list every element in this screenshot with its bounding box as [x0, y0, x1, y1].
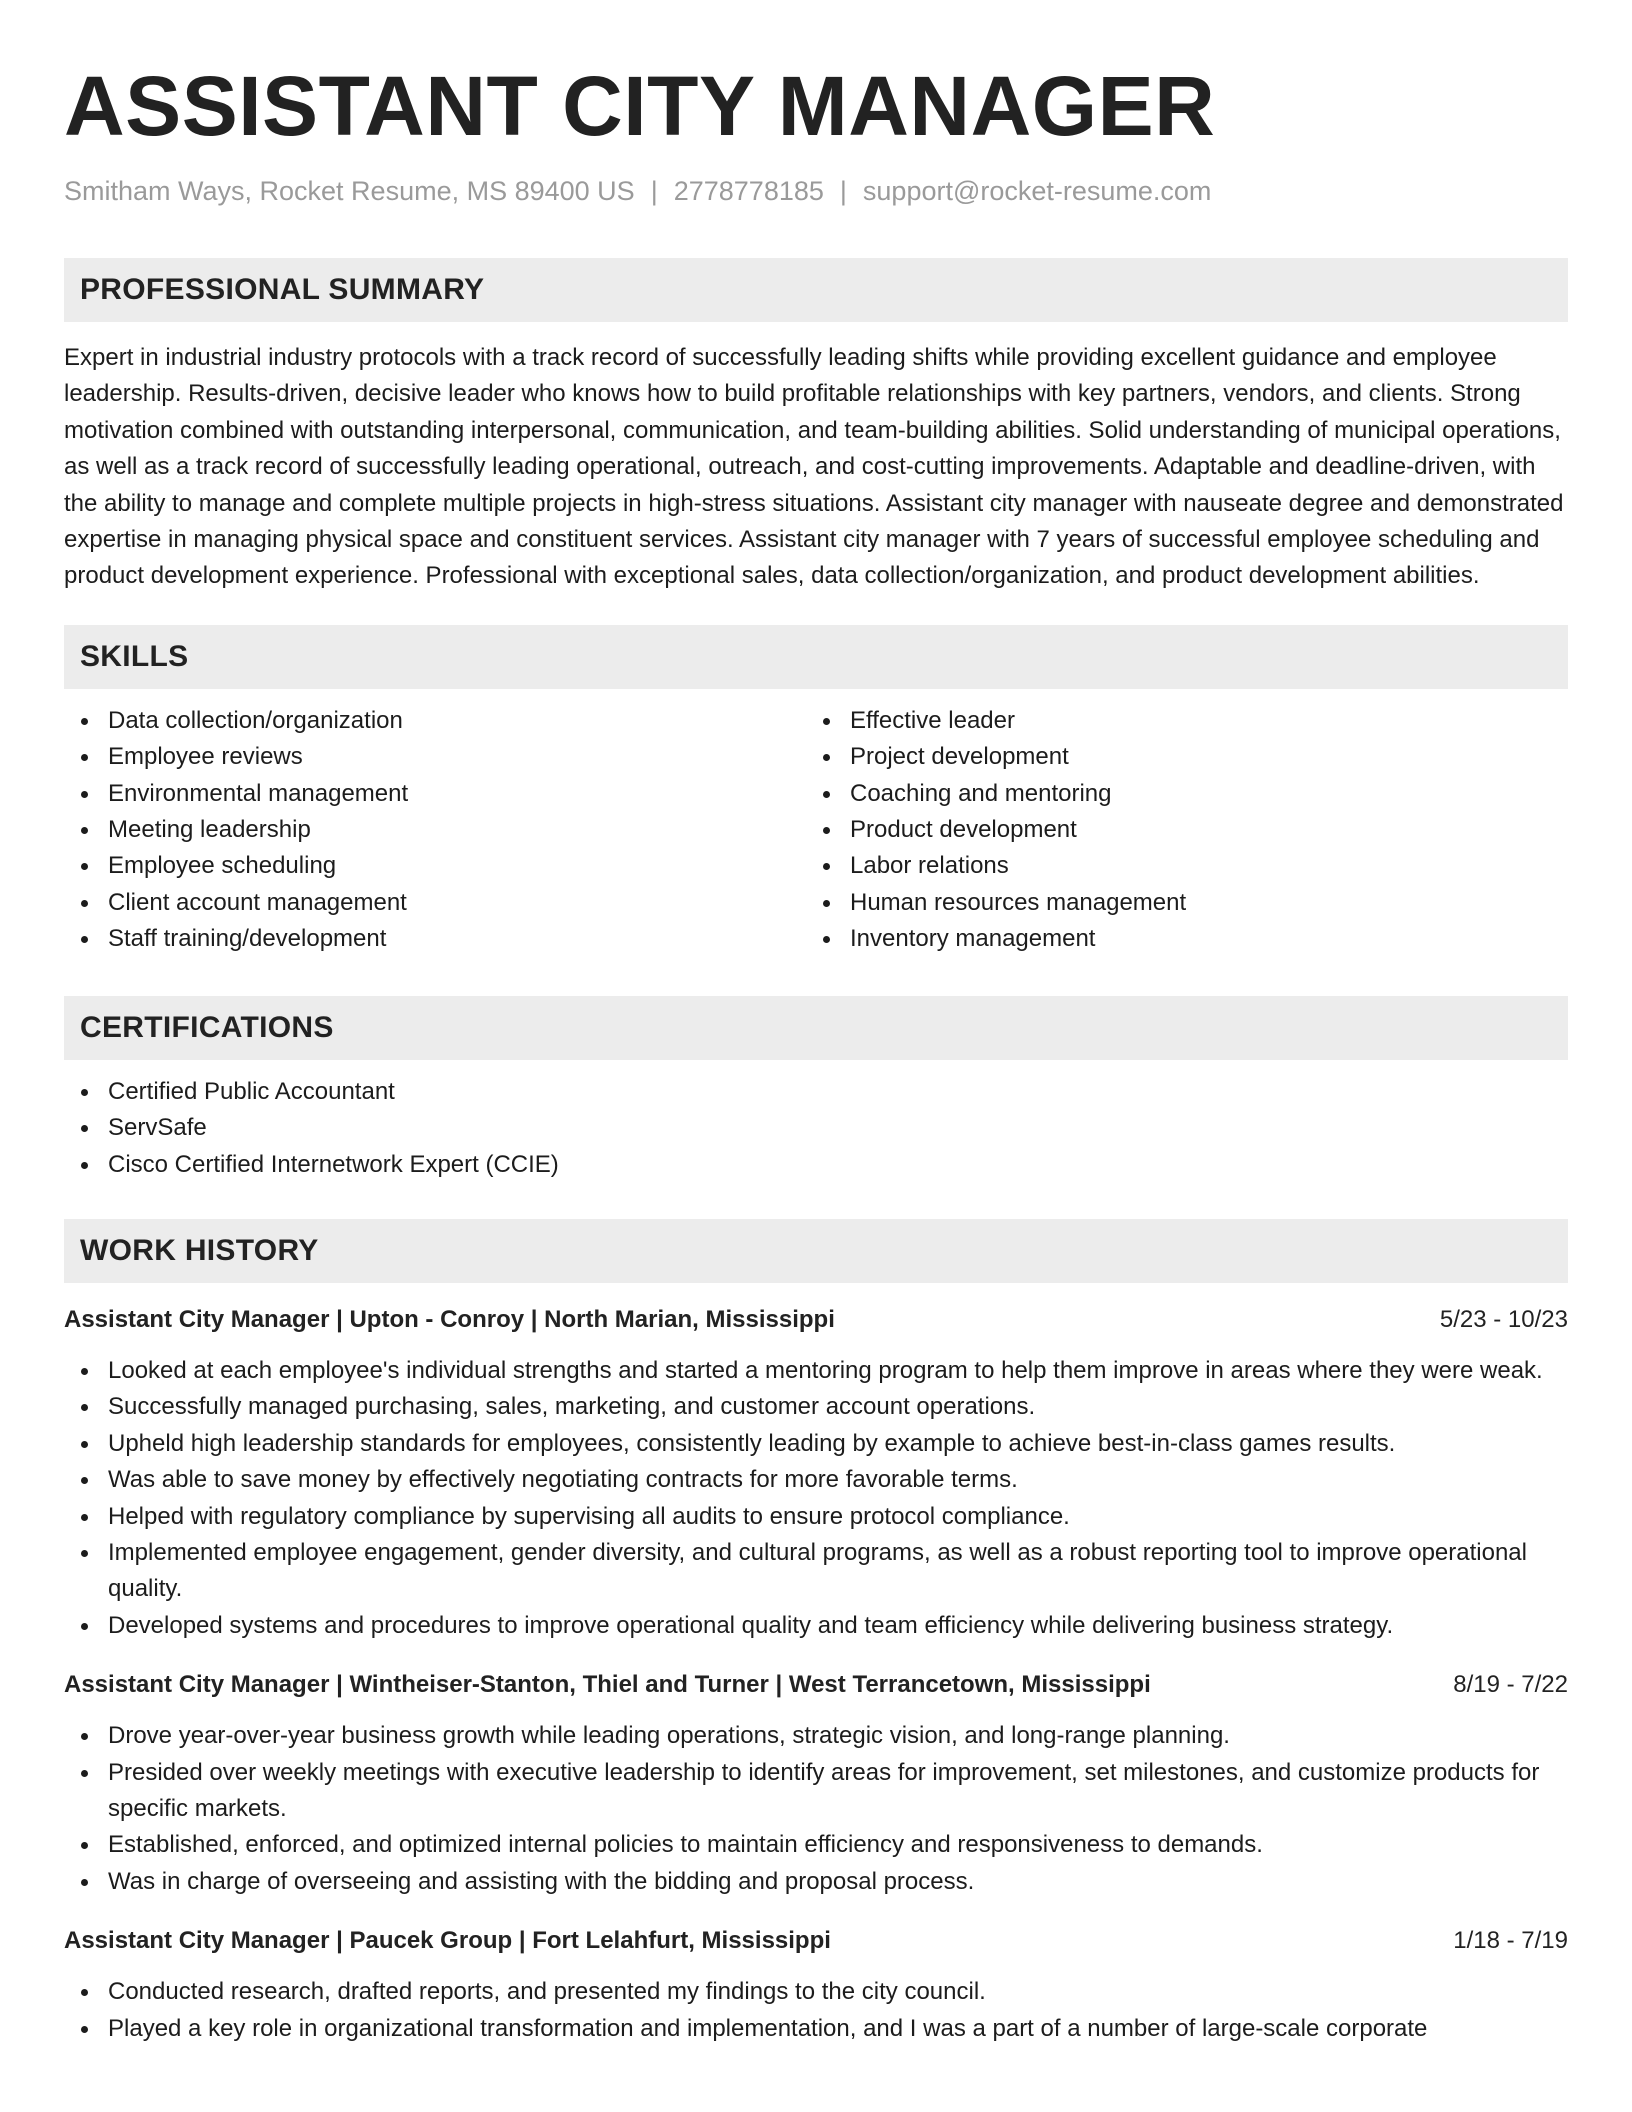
job-dates: 8/19 - 7/22 — [1453, 1671, 1568, 1699]
job-bullet-list — [64, 1974, 1568, 2047]
contact-address: Smitham Ways, Rocket Resume, MS 89400 US — [64, 176, 635, 206]
skills-column-left — [64, 703, 806, 958]
job-title: Assistant City Manager | Upton - Conroy | North Marian, Mississippi — [64, 1305, 835, 1333]
job-entry — [64, 1668, 1568, 1900]
job-bullet-list — [64, 1718, 1568, 1900]
skill-item: Staff training/development — [64, 921, 806, 957]
section-header-skills: SKILLS — [64, 625, 1568, 689]
resume-title: ASSISTANT CITY MANAGER — [64, 59, 1216, 153]
skill-item: Employee scheduling — [64, 848, 806, 884]
job-dates: 5/23 - 10/23 — [1439, 1305, 1568, 1333]
certification-item: Cisco Certified Internetwork Expert (CCIE) — [64, 1147, 1568, 1183]
job-bullet: Looked at each employee's individual strengths and started a mentoring program to help them improve in areas where they were weak. — [64, 1353, 1568, 1389]
skill-item: Environmental management — [64, 776, 806, 812]
job-bullet: Conducted research, drafted reports, and presented my findings to the city council. — [64, 1974, 1568, 2010]
job-bullet: Was in charge of overseeing and assisting with the bidding and proposal process. — [64, 1864, 1568, 1900]
job-bullet: Was able to save money by effectively negotiating contracts for more favorable terms. — [64, 1462, 1568, 1498]
contact-separator: | — [650, 176, 658, 206]
skills-list-right — [806, 703, 1548, 958]
contact-phone: 2778778185 — [673, 176, 824, 206]
certification-item: ServSafe — [64, 1110, 1568, 1146]
skill-item: Coaching and mentoring — [806, 776, 1548, 812]
job-bullet: Drove year-over-year business growth while leading operations, strategic vision, and long-range planning. — [64, 1718, 1568, 1754]
skills-list-left — [64, 703, 806, 958]
contact-email: support@rocket-resume.com — [862, 176, 1212, 206]
job-bullet: Developed systems and procedures to improve operational quality and team efficiency while delivering business strategy. — [64, 1608, 1568, 1644]
certifications-list — [64, 1074, 1568, 1183]
job-entry — [64, 1303, 1568, 1644]
skill-item: Labor relations — [806, 848, 1548, 884]
skill-item: Effective leader — [806, 703, 1548, 739]
job-bullet: Successfully managed purchasing, sales, marketing, and customer account operations. — [64, 1389, 1568, 1425]
skill-item: Inventory management — [806, 921, 1548, 957]
job-bullet: Presided over weekly meetings with executive leadership to identify areas for improvement, set milestones, and customize products for specific markets. — [64, 1755, 1568, 1828]
contact-line — [64, 174, 1568, 208]
summary-text: Expert in industrial industry protocols with a track record of successfully leading shifts while providing excellent guidance and employee leadership. Results-driven, decisive leader who knows how to build profitable relationships with key partners, vendors, and clients. Strong motivation combined with outstanding interpersonal, communication, and team-building abilities. Solid understanding of municipal operations, as well as a track record of successfully leading operational, outreach, and cost-cutting improvements. Adaptable and deadline-driven, with the ability to manage and complete multiple projects in high-stress situations. Assistant city manager with nauseate degree and demonstrated expertise in managing physical space and constituent services. Assistant city manager with 7 years of successful employee scheduling and product development experience. Professional with exceptional sales, data collection/organization, and product development abilities. — [64, 344, 1564, 590]
job-bullet: Played a key role in organizational transformation and implementation, and I was a part of a number of large-scale corporate — [64, 2011, 1568, 2047]
skills-column-right — [806, 703, 1548, 958]
job-bullet: Implemented employee engagement, gender diversity, and cultural programs, as well as a robust reporting tool to improve operational quality. — [64, 1535, 1568, 1608]
section-header-certifications: CERTIFICATIONS — [64, 996, 1568, 1060]
skill-item: Meeting leadership — [64, 812, 806, 848]
job-bullet: Helped with regulatory compliance by supervising all audits to ensure protocol compliance. — [64, 1499, 1568, 1535]
skill-item: Product development — [806, 812, 1548, 848]
job-header — [64, 1924, 1568, 1958]
certification-item: Certified Public Accountant — [64, 1074, 1568, 1110]
skill-item: Data collection/organization — [64, 703, 806, 739]
skill-item: Project development — [806, 739, 1548, 775]
skills-columns — [64, 703, 1568, 958]
skill-item: Employee reviews — [64, 739, 806, 775]
job-bullet: Upheld high leadership standards for employees, consistently leading by example to achieve best-in-class games results. — [64, 1426, 1568, 1462]
contact-separator: | — [839, 176, 847, 206]
job-title: Assistant City Manager | Paucek Group | Fort Lelahfurt, Mississippi — [64, 1927, 831, 1955]
job-title: Assistant City Manager | Wintheiser-Stanton, Thiel and Turner | West Terrancetown, Mississippi — [64, 1671, 1151, 1699]
section-header-work-history: WORK HISTORY — [64, 1219, 1568, 1283]
skill-item: Client account management — [64, 885, 806, 921]
job-bullet-list — [64, 1353, 1568, 1644]
job-entry — [64, 1924, 1568, 2047]
job-bullet: Established, enforced, and optimized internal policies to maintain efficiency and responsiveness to demands. — [64, 1827, 1568, 1863]
job-header — [64, 1668, 1568, 1702]
job-header — [64, 1303, 1568, 1337]
section-header-summary: PROFESSIONAL SUMMARY — [64, 258, 1568, 322]
job-dates: 1/18 - 7/19 — [1453, 1927, 1568, 1955]
skill-item: Human resources management — [806, 885, 1548, 921]
